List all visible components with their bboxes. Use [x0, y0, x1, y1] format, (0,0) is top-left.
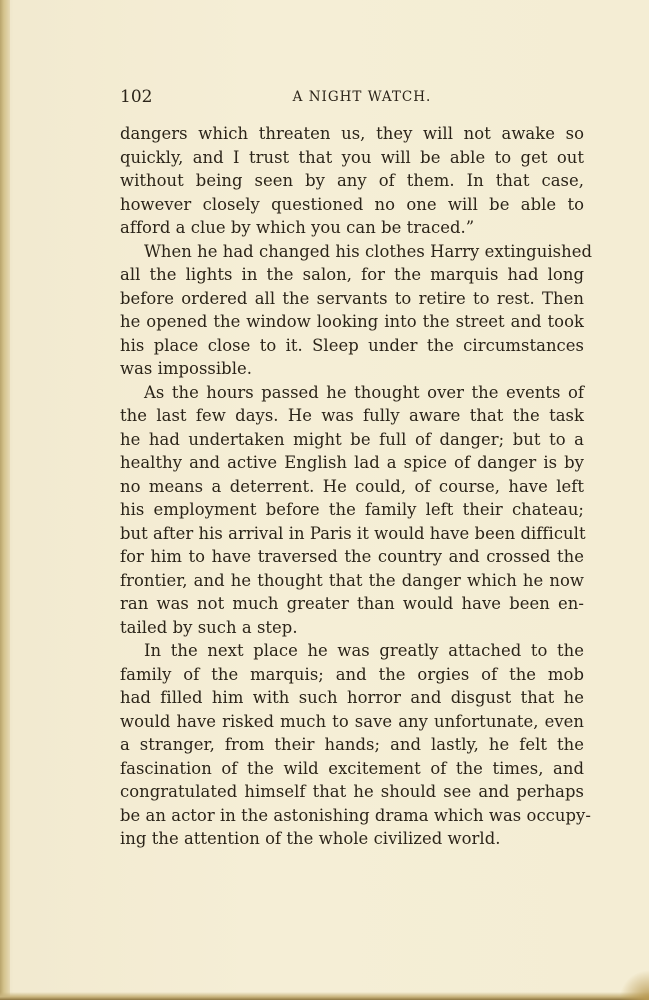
text-line: healthy and active English lad a spice of danger is by	[120, 453, 584, 472]
text-line: frontier, and he thought that the danger which he now	[120, 570, 584, 590]
text-line: for him to have traversed the country and crossed the	[120, 547, 584, 566]
text-line: quickly, and I trust that you will be able to get out	[120, 147, 584, 167]
text-line: the last few days. He was fully aware that the task	[120, 406, 584, 425]
page-gutter	[0, 0, 10, 1000]
text-line: ing the attention of the whole civilized world.	[120, 829, 501, 848]
text-line: fascination of the wild excitement of the times, and	[120, 758, 584, 778]
text-line: had filled him with such horror and disgust that he	[120, 688, 584, 707]
page-bottom-edge	[0, 992, 649, 1000]
text-line: ran was not much greater than would have been en-	[120, 594, 584, 613]
page-corner-stain	[619, 970, 649, 1000]
body-text	[120, 122, 592, 851]
text-line: he had undertaken might be full of danger; but to a	[120, 429, 584, 449]
text-line: family of the marquis; and the orgies of the mob	[120, 664, 584, 684]
text-line: In the next place he was greatly attached to the	[144, 641, 584, 660]
text-line: however closely questioned no one will be able to	[120, 194, 584, 214]
text-line: his employment before the family left their chateau;	[120, 500, 584, 519]
text-line: but after his arrival in Paris it would have been difficult	[120, 523, 586, 543]
text-line: no means a deterrent. He could, of course, have left	[120, 476, 584, 496]
text-line: was impossible.	[120, 359, 253, 378]
text-line: his place close to it. Sleep under the circumstances	[120, 335, 584, 355]
text-line: a stranger, from their hands; and lastly, he felt the	[120, 735, 584, 754]
text-line: As the hours passed he thought over the events of	[144, 382, 584, 402]
text-line: without being seen by any of them. In that case,	[120, 171, 584, 190]
text-line: all the lights in the salon, for the marquis had long	[120, 265, 584, 284]
text-line: afford a clue by which you can be traced.”	[120, 218, 475, 237]
text-line: would have risked much to save any unfortunate, even	[120, 711, 584, 731]
text-line: dangers which threaten us, they will not awake so	[120, 124, 584, 143]
text-line: When he had changed his clothes Harry extinguished	[144, 241, 592, 261]
text-line: congratulated himself that he should see and perhaps	[120, 782, 584, 801]
page-header	[120, 87, 584, 111]
page-number: 102	[120, 87, 153, 107]
text-line: be an actor in the astonishing drama which was occupy-	[120, 805, 591, 825]
text-line: before ordered all the servants to retire to rest. Then	[120, 288, 584, 308]
text-line: tailed by such a step.	[120, 617, 298, 637]
text-line: he opened the window looking into the street and took	[120, 312, 584, 331]
running-head: A NIGHT WATCH.	[292, 89, 432, 105]
